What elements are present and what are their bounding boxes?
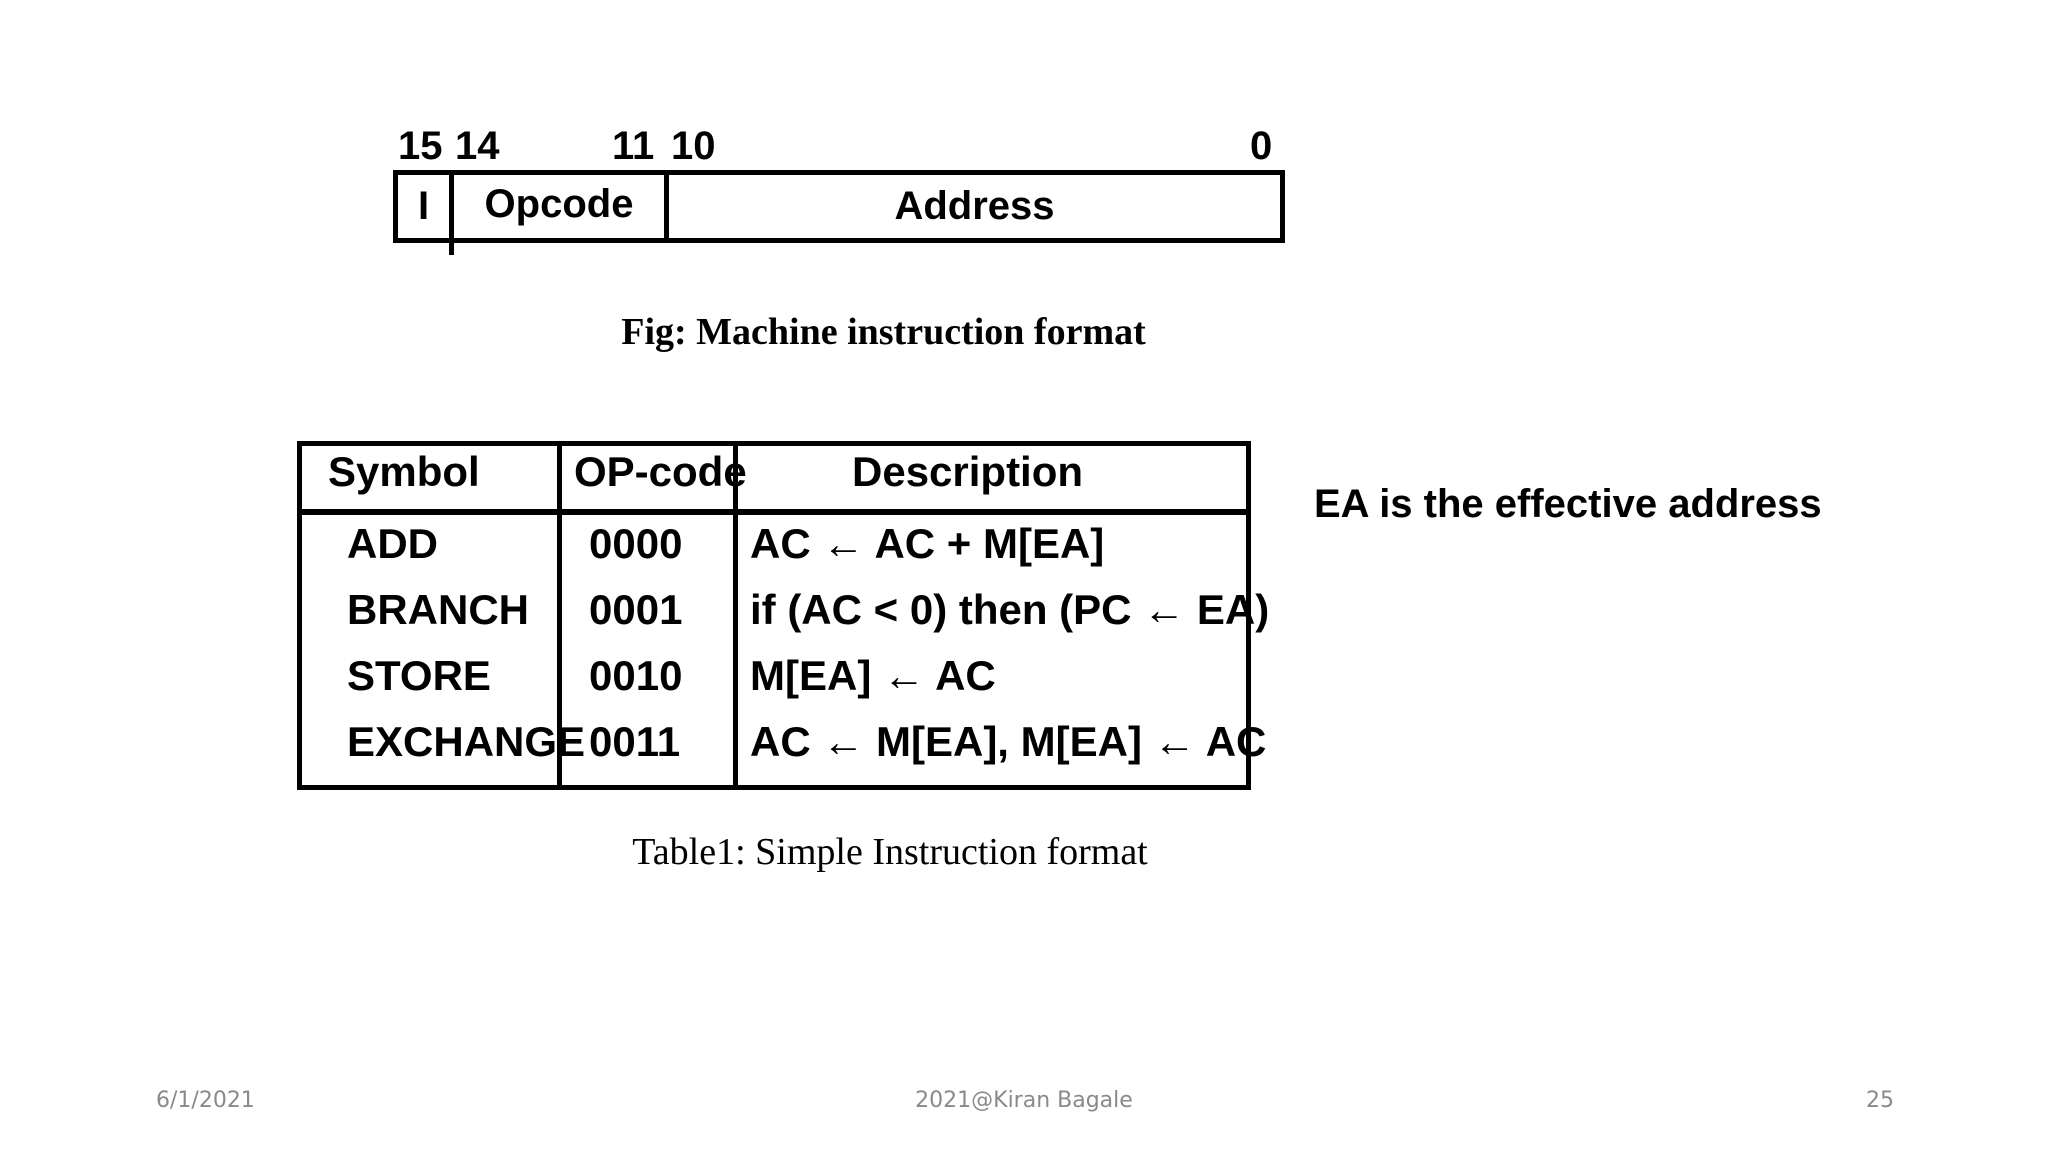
effective-address-note: EA is the effective address	[1314, 482, 1822, 526]
instruction-table	[297, 441, 1270, 790]
row-symbol: STORE	[347, 652, 491, 699]
row-symbol: BRANCH	[347, 586, 529, 633]
row-description: M[EA] ← AC	[750, 652, 996, 699]
instruction-format-box	[393, 170, 1285, 243]
address-field: Address	[894, 184, 1055, 228]
row-description: if (AC < 0) then (PC ← EA)	[750, 586, 1270, 633]
footer-author: 2021@Kiran Bagale	[915, 1088, 1133, 1113]
bit-label-14: 14	[455, 124, 500, 168]
row-description: AC ← M[EA], M[EA] ← AC	[750, 718, 1267, 765]
table-caption: Table1: Simple Instruction format	[632, 831, 1148, 873]
footer-page-number: 25	[1866, 1088, 1894, 1113]
bit-label-0: 0	[1250, 124, 1273, 168]
row-symbol: EXCHANGE	[347, 718, 586, 765]
table-header-divider	[302, 509, 1246, 515]
figure-caption: Fig: Machine instruction format	[621, 311, 1146, 353]
bit-label-15: 15	[398, 124, 443, 168]
row-description: AC ← AC + M[EA]	[750, 520, 1105, 567]
opcode-field: Opcode	[484, 182, 634, 226]
bit-label-11: 11	[612, 124, 655, 168]
row-opcode: 0000	[589, 520, 683, 567]
bit-label-10: 10	[671, 124, 716, 168]
header-opcode: OP-code	[574, 448, 747, 495]
row-opcode: 0011	[589, 718, 681, 765]
footer-date: 6/1/2021	[156, 1088, 255, 1113]
header-description: Description	[852, 448, 1084, 495]
row-opcode: 0001	[589, 586, 683, 633]
header-symbol: Symbol	[328, 448, 480, 495]
row-symbol: ADD	[347, 520, 438, 567]
row-opcode: 0010	[589, 652, 683, 699]
indirect-field: I	[417, 184, 430, 228]
